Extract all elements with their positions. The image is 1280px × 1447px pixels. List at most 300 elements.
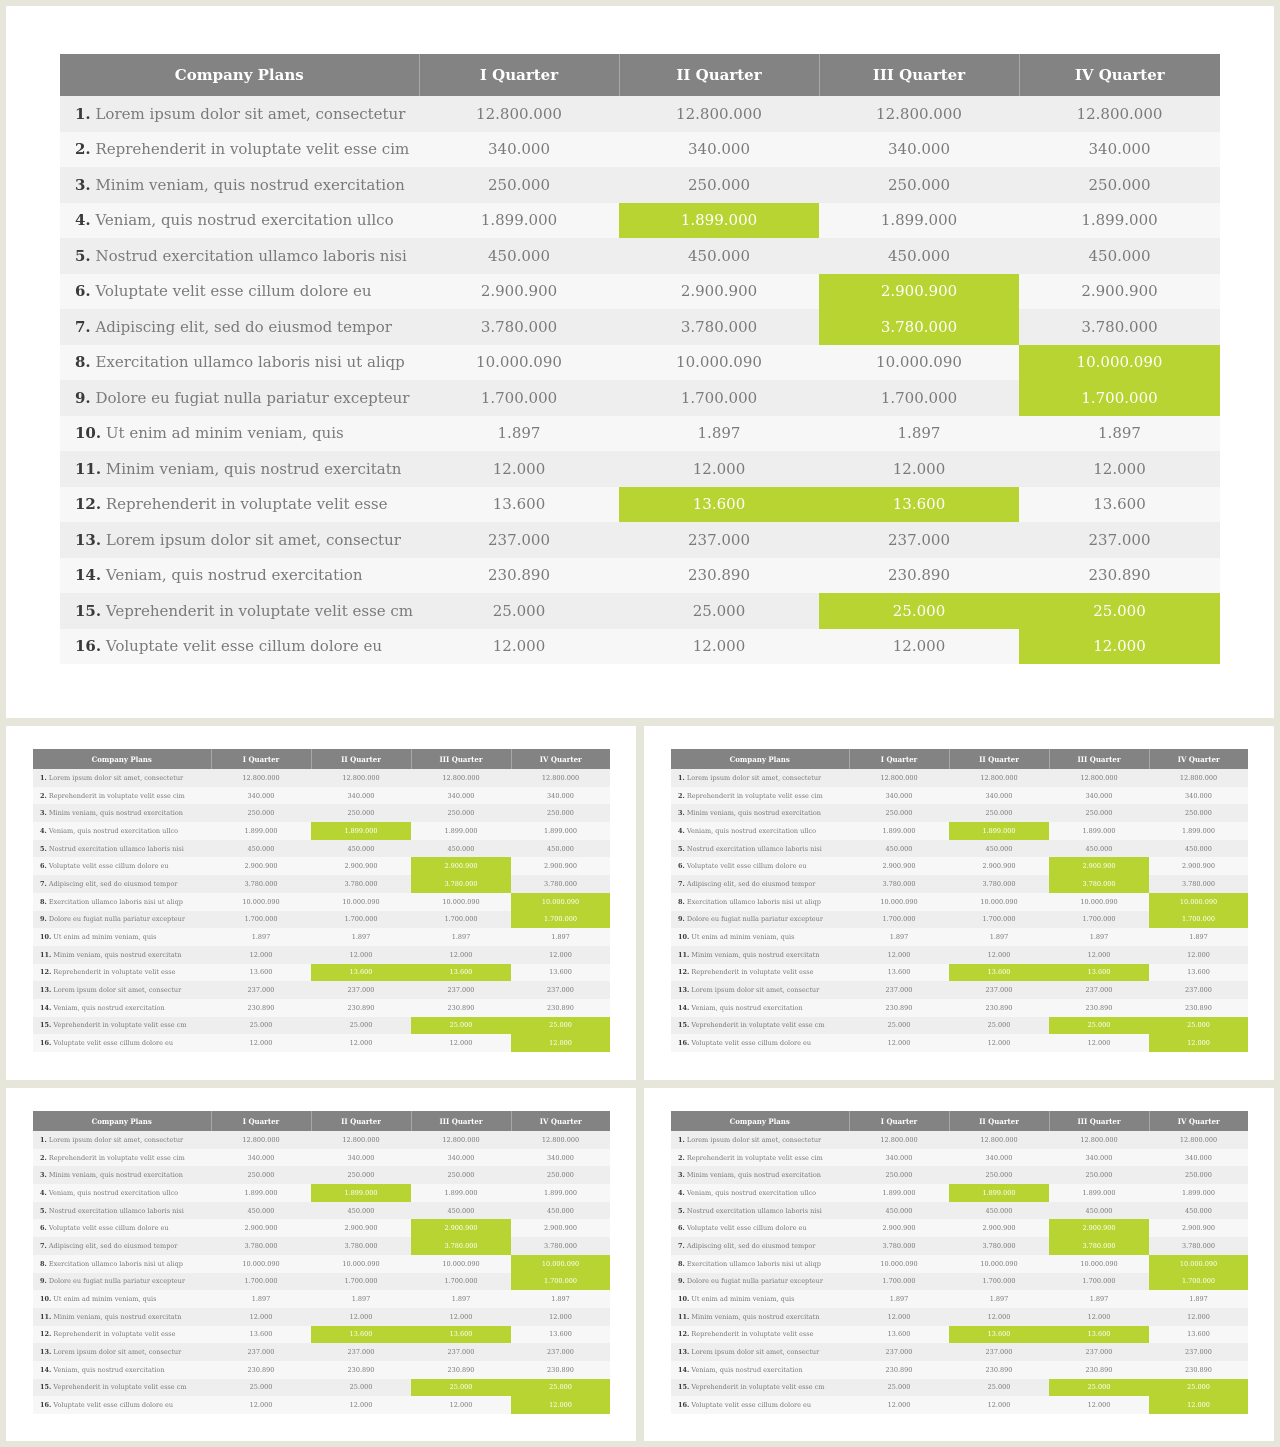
header-quarter-1: I Quarter	[211, 749, 311, 769]
value-cell: 237.000	[819, 522, 1019, 558]
value-cell: 12.000	[411, 1308, 511, 1326]
value-cell: 230.890	[511, 1361, 610, 1379]
header-company-plans: Company Plans	[33, 1111, 211, 1131]
header-quarter-2: II Quarter	[949, 749, 1049, 769]
table-row	[33, 804, 610, 822]
value-cell: 230.890	[1149, 999, 1248, 1017]
value-cell: 2.900.900	[1149, 857, 1248, 875]
row-label: Lorem ipsum dolor sit amet, consectur	[105, 530, 401, 549]
value-cell: 237.000	[849, 981, 949, 999]
table-row	[33, 1034, 610, 1052]
value-cell: 450.000	[511, 1202, 610, 1220]
table-row	[671, 857, 1248, 875]
highlighted-value-cell: 13.600	[619, 487, 819, 523]
table-row	[33, 1290, 610, 1308]
header-quarter-3: III Quarter	[411, 749, 511, 769]
value-cell: 12.800.000	[1049, 769, 1149, 787]
highlighted-value-cell: 10.000.090	[1149, 893, 1248, 911]
row-label: Minim veniam, quis nostrud exercitation	[686, 1171, 821, 1180]
value-cell: 1.899.000	[211, 1184, 311, 1202]
value-cell: 3.780.000	[849, 1237, 949, 1255]
value-cell: 1.899.000	[419, 203, 619, 239]
row-number: 16.	[40, 1039, 52, 1048]
table-row	[60, 380, 1220, 416]
row-label-cell	[671, 1255, 849, 1273]
highlighted-value-cell: 3.780.000	[411, 1237, 511, 1255]
row-number: 12.	[40, 968, 52, 977]
table-row	[671, 1184, 1248, 1202]
row-label-cell	[33, 787, 211, 805]
value-cell: 450.000	[311, 840, 411, 858]
value-cell: 1.897	[819, 416, 1019, 452]
row-number: 5.	[40, 844, 47, 853]
value-cell: 340.000	[1149, 787, 1248, 805]
value-cell: 450.000	[211, 1202, 311, 1220]
value-cell: 230.890	[211, 1361, 311, 1379]
table-row	[33, 1149, 610, 1167]
row-label-cell	[33, 1361, 211, 1379]
header-quarter-2: II Quarter	[311, 749, 411, 769]
table-row	[671, 769, 1248, 787]
value-cell: 3.780.000	[419, 309, 619, 345]
table-row	[33, 1219, 610, 1237]
table-row	[33, 1237, 610, 1255]
row-label: Reprehenderit in voluptate velit esse	[691, 1330, 814, 1339]
value-cell: 10.000.090	[211, 1255, 311, 1273]
table-row	[671, 999, 1248, 1017]
row-number: 10.	[678, 1295, 690, 1304]
row-label: Voluptate velit esse cillum dolore eu	[95, 282, 372, 301]
row-label: Lorem ipsum dolor sit amet, consectetur	[48, 1135, 184, 1144]
value-cell: 1.899.000	[511, 822, 610, 840]
value-cell: 340.000	[819, 132, 1019, 168]
value-cell: 3.780.000	[949, 1237, 1049, 1255]
value-cell: 12.000	[511, 1308, 610, 1326]
value-cell: 1.899.000	[1149, 1184, 1248, 1202]
thumbnail-slide-1	[6, 726, 636, 1080]
value-cell: 13.600	[1019, 487, 1220, 523]
row-number: 4.	[678, 826, 685, 835]
value-cell: 1.700.000	[1049, 911, 1149, 929]
value-cell: 2.900.900	[849, 1219, 949, 1237]
value-cell: 450.000	[419, 238, 619, 274]
value-cell: 1.899.000	[411, 1184, 511, 1202]
row-number: 8.	[678, 897, 685, 906]
header-quarter-3: III Quarter	[1049, 1111, 1149, 1131]
row-label-cell	[671, 822, 849, 840]
value-cell: 1.897	[511, 928, 610, 946]
value-cell: 450.000	[1019, 238, 1220, 274]
value-cell: 3.780.000	[311, 1237, 411, 1255]
row-label-cell	[33, 946, 211, 964]
row-label: Exercitation ullamco laboris nisi ut aliqp	[95, 353, 405, 372]
row-label-cell	[671, 1326, 849, 1344]
row-label: Dolore eu fugiat nulla pariatur excepteur	[686, 915, 823, 924]
row-label: Veniam, quis nostrud exercitation	[53, 1365, 165, 1374]
value-cell: 250.000	[1019, 167, 1220, 203]
highlighted-value-cell: 13.600	[949, 964, 1049, 982]
value-cell: 12.000	[411, 1034, 511, 1052]
row-label: Voluptate velit esse cillum dolore eu	[691, 1401, 812, 1410]
value-cell: 13.600	[511, 964, 610, 982]
row-number: 8.	[40, 897, 47, 906]
value-cell: 12.800.000	[949, 769, 1049, 787]
row-number: 8.	[40, 1259, 47, 1268]
row-number: 8.	[678, 1259, 685, 1268]
table-row	[33, 822, 610, 840]
row-number: 12.	[678, 968, 690, 977]
row-label-cell	[60, 629, 419, 665]
row-number: 12.	[678, 1330, 690, 1339]
value-cell: 450.000	[949, 1202, 1049, 1220]
row-label: Adipiscing elit, sed do eiusmod tempor	[95, 317, 392, 336]
value-cell: 450.000	[211, 840, 311, 858]
row-label-cell	[60, 558, 419, 594]
plans-table-small	[671, 1111, 1248, 1414]
row-label-cell	[33, 1290, 211, 1308]
row-label-cell	[60, 380, 419, 416]
value-cell: 237.000	[211, 981, 311, 999]
value-cell: 230.890	[1049, 999, 1149, 1017]
row-label: Voluptate velit esse cillum dolore eu	[53, 1401, 174, 1410]
value-cell: 340.000	[849, 1149, 949, 1167]
table-row	[671, 928, 1248, 946]
row-label: Lorem ipsum dolor sit amet, consectetur	[686, 773, 822, 782]
value-cell: 12.000	[619, 451, 819, 487]
value-cell: 1.899.000	[1049, 822, 1149, 840]
highlighted-value-cell: 1.899.000	[311, 1184, 411, 1202]
table-row	[60, 309, 1220, 345]
table-row	[33, 928, 610, 946]
highlighted-value-cell: 13.600	[949, 1326, 1049, 1344]
value-cell: 237.000	[311, 1343, 411, 1361]
row-label: Veniam, quis nostrud exercitation ullco	[686, 826, 817, 835]
row-label: Adipiscing elit, sed do eiusmod tempor	[686, 879, 816, 888]
table-row	[671, 1326, 1248, 1344]
header-quarter-2: II Quarter	[311, 1111, 411, 1131]
table-row	[60, 451, 1220, 487]
value-cell: 237.000	[1149, 1343, 1248, 1361]
row-label: Veprehenderit in voluptate velit esse cm	[691, 1021, 825, 1030]
value-cell: 1.897	[411, 1290, 511, 1308]
row-label-cell	[60, 593, 419, 629]
value-cell: 1.700.000	[849, 1273, 949, 1291]
value-cell: 12.000	[211, 1034, 311, 1052]
value-cell: 12.000	[1019, 451, 1220, 487]
table-row	[33, 999, 610, 1017]
value-cell: 340.000	[1149, 1149, 1248, 1167]
value-cell: 12.800.000	[1019, 96, 1220, 132]
table-row	[671, 787, 1248, 805]
row-number: 3.	[40, 809, 47, 818]
value-cell: 12.000	[949, 1034, 1049, 1052]
row-label-cell	[671, 928, 849, 946]
row-label: Exercitation ullamco laboris nisi ut aliqp	[686, 897, 821, 906]
value-cell: 2.900.900	[311, 1219, 411, 1237]
table-row	[33, 1379, 610, 1397]
value-cell: 230.890	[949, 999, 1049, 1017]
value-cell: 12.800.000	[311, 1131, 411, 1149]
row-label-cell	[60, 203, 419, 239]
row-label: Dolore eu fugiat nulla pariatur excepteur	[95, 388, 410, 407]
highlighted-value-cell: 1.700.000	[1149, 911, 1248, 929]
row-label-cell	[671, 893, 849, 911]
row-number: 4.	[40, 1188, 47, 1197]
plans-table-small	[33, 749, 610, 1052]
header-quarter-1: I Quarter	[211, 1111, 311, 1131]
table-row	[60, 274, 1220, 310]
row-number: 13.	[75, 530, 102, 549]
table-row	[33, 946, 610, 964]
value-cell: 12.800.000	[1149, 769, 1248, 787]
row-number: 3.	[678, 1171, 685, 1180]
highlighted-value-cell: 13.600	[311, 1326, 411, 1344]
row-label-cell	[671, 981, 849, 999]
value-cell: 12.000	[1149, 1308, 1248, 1326]
row-label-cell	[671, 946, 849, 964]
row-number: 7.	[40, 1241, 47, 1250]
highlighted-value-cell: 25.000	[1049, 1017, 1149, 1035]
value-cell: 12.800.000	[419, 96, 619, 132]
row-label: Voluptate velit esse cillum dolore eu	[105, 637, 382, 656]
value-cell: 10.000.090	[419, 345, 619, 381]
value-cell: 3.780.000	[949, 875, 1049, 893]
highlighted-value-cell: 1.899.000	[619, 203, 819, 239]
value-cell: 13.600	[211, 964, 311, 982]
row-label: Ut enim ad minim veniam, quis	[53, 933, 157, 942]
value-cell: 12.000	[419, 629, 619, 665]
row-number: 9.	[678, 915, 685, 924]
value-cell: 250.000	[511, 1166, 610, 1184]
table-row	[671, 1343, 1248, 1361]
value-cell: 450.000	[949, 840, 1049, 858]
row-label: Lorem ipsum dolor sit amet, consectur	[53, 1348, 182, 1357]
table-row	[33, 1131, 610, 1149]
row-number: 16.	[75, 637, 102, 656]
value-cell: 12.000	[949, 946, 1049, 964]
value-cell: 250.000	[211, 804, 311, 822]
row-label: Lorem ipsum dolor sit amet, consectur	[691, 986, 820, 995]
value-cell: 1.700.000	[419, 380, 619, 416]
value-cell: 1.897	[1019, 416, 1220, 452]
value-cell: 250.000	[1049, 1166, 1149, 1184]
highlighted-value-cell: 25.000	[819, 593, 1019, 629]
highlighted-value-cell: 25.000	[1049, 1379, 1149, 1397]
row-label-cell	[33, 769, 211, 787]
value-cell: 340.000	[411, 787, 511, 805]
value-cell: 1.899.000	[1019, 203, 1220, 239]
highlighted-value-cell: 12.000	[1019, 629, 1220, 665]
value-cell: 2.900.900	[619, 274, 819, 310]
row-number: 5.	[678, 844, 685, 853]
table-row	[60, 132, 1220, 168]
row-number: 11.	[40, 1312, 52, 1321]
row-number: 3.	[40, 1171, 47, 1180]
row-label: Veniam, quis nostrud exercitation	[691, 1003, 803, 1012]
row-label-cell	[33, 928, 211, 946]
row-number: 2.	[678, 1153, 685, 1162]
row-label-cell	[60, 132, 419, 168]
table-row	[671, 1290, 1248, 1308]
value-cell: 230.890	[1049, 1361, 1149, 1379]
value-cell: 230.890	[949, 1361, 1049, 1379]
value-cell: 340.000	[619, 132, 819, 168]
value-cell: 450.000	[819, 238, 1019, 274]
row-label: Ut enim ad minim veniam, quis	[53, 1295, 157, 1304]
row-label-cell	[33, 1396, 211, 1414]
header-quarter-3: III Quarter	[1049, 749, 1149, 769]
value-cell: 12.000	[511, 946, 610, 964]
value-cell: 10.000.090	[819, 345, 1019, 381]
value-cell: 1.700.000	[949, 911, 1049, 929]
value-cell: 12.000	[419, 451, 619, 487]
header-company-plans: Company Plans	[671, 1111, 849, 1131]
row-number: 13.	[678, 986, 690, 995]
value-cell: 250.000	[849, 1166, 949, 1184]
row-label: Veniam, quis nostrud exercitation	[691, 1365, 803, 1374]
row-label: Voluptate velit esse cillum dolore eu	[53, 1039, 174, 1048]
value-cell: 2.900.900	[511, 857, 610, 875]
value-cell: 12.800.000	[849, 1131, 949, 1149]
value-cell: 250.000	[849, 804, 949, 822]
value-cell: 250.000	[411, 804, 511, 822]
row-number: 13.	[678, 1348, 690, 1357]
highlighted-value-cell: 2.900.900	[1049, 1219, 1149, 1237]
value-cell: 12.800.000	[211, 1131, 311, 1149]
row-number: 10.	[678, 933, 690, 942]
value-cell: 450.000	[411, 840, 511, 858]
row-label: Reprehenderit in voluptate velit esse	[691, 968, 814, 977]
value-cell: 12.000	[311, 1034, 411, 1052]
row-number: 7.	[75, 317, 91, 336]
row-number: 2.	[678, 791, 685, 800]
row-label: Voluptate velit esse cillum dolore eu	[691, 1039, 812, 1048]
value-cell: 450.000	[311, 1202, 411, 1220]
value-cell: 237.000	[419, 522, 619, 558]
highlighted-value-cell: 1.899.000	[949, 1184, 1049, 1202]
value-cell: 1.897	[311, 928, 411, 946]
value-cell: 12.000	[311, 946, 411, 964]
value-cell: 12.800.000	[819, 96, 1019, 132]
table-row	[60, 96, 1220, 132]
table-row	[671, 1379, 1248, 1397]
row-number: 6.	[678, 1224, 685, 1233]
row-number: 1.	[75, 104, 91, 123]
row-label-cell	[33, 1184, 211, 1202]
value-cell: 3.780.000	[211, 875, 311, 893]
value-cell: 230.890	[1149, 1361, 1248, 1379]
table-row	[33, 1184, 610, 1202]
value-cell: 250.000	[211, 1166, 311, 1184]
row-label-cell	[671, 1149, 849, 1167]
row-number: 16.	[678, 1039, 690, 1048]
table-row	[671, 1308, 1248, 1326]
table-row	[671, 875, 1248, 893]
table-row	[671, 964, 1248, 982]
value-cell: 1.700.000	[211, 1273, 311, 1291]
plans-table-small	[33, 1111, 610, 1414]
value-cell: 237.000	[511, 1343, 610, 1361]
value-cell: 1.897	[949, 1290, 1049, 1308]
value-cell: 450.000	[411, 1202, 511, 1220]
row-label: Minim veniam, quis nostrud exercitation	[686, 809, 821, 818]
row-number: 9.	[75, 388, 91, 407]
row-number: 14.	[678, 1365, 690, 1374]
row-label-cell	[33, 857, 211, 875]
row-label: Adipiscing elit, sed do eiusmod tempor	[48, 879, 178, 888]
row-label-cell	[33, 911, 211, 929]
value-cell: 12.000	[311, 1396, 411, 1414]
row-label: Voluptate velit esse cillum dolore eu	[48, 1224, 169, 1233]
highlighted-value-cell: 12.000	[1149, 1034, 1248, 1052]
row-label-cell	[33, 1379, 211, 1397]
highlighted-value-cell: 1.700.000	[511, 911, 610, 929]
row-label: Nostrud exercitation ullamco laboris nisi	[48, 844, 184, 853]
table-row	[33, 1017, 610, 1035]
row-label-cell	[671, 1308, 849, 1326]
header-quarter-3: III Quarter	[819, 54, 1019, 96]
table-row	[671, 804, 1248, 822]
value-cell: 12.000	[849, 946, 949, 964]
row-label: Reprehenderit in voluptate velit esse cim	[48, 1153, 185, 1162]
row-label: Veprehenderit in voluptate velit esse cm	[691, 1383, 825, 1392]
row-label-cell	[671, 1166, 849, 1184]
row-label-cell	[60, 522, 419, 558]
header-quarter-4: IV Quarter	[1149, 1111, 1248, 1131]
highlighted-value-cell: 25.000	[511, 1017, 610, 1035]
row-label-cell	[671, 1034, 849, 1052]
highlighted-value-cell: 25.000	[411, 1379, 511, 1397]
value-cell: 1.700.000	[849, 911, 949, 929]
row-label: Veprehenderit in voluptate velit esse cm	[53, 1021, 187, 1030]
row-label-cell	[671, 1184, 849, 1202]
value-cell: 250.000	[419, 167, 619, 203]
value-cell: 237.000	[411, 981, 511, 999]
table-row	[33, 1202, 610, 1220]
value-cell: 340.000	[949, 787, 1049, 805]
row-number: 4.	[678, 1188, 685, 1197]
row-label-cell	[33, 804, 211, 822]
row-label-cell	[60, 96, 419, 132]
value-cell: 250.000	[311, 1166, 411, 1184]
value-cell: 12.000	[211, 1308, 311, 1326]
plans-table-large	[60, 54, 1220, 664]
row-label: Reprehenderit in voluptate velit esse cim	[48, 791, 185, 800]
row-number: 16.	[678, 1401, 690, 1410]
value-cell: 10.000.090	[411, 893, 511, 911]
value-cell: 1.897	[1149, 928, 1248, 946]
row-label-cell	[671, 1202, 849, 1220]
value-cell: 450.000	[1149, 1202, 1248, 1220]
value-cell: 12.000	[411, 946, 511, 964]
row-label: Lorem ipsum dolor sit amet, consectur	[691, 1348, 820, 1357]
value-cell: 250.000	[411, 1166, 511, 1184]
value-cell: 25.000	[419, 593, 619, 629]
value-cell: 2.900.900	[949, 1219, 1049, 1237]
value-cell: 1.897	[211, 928, 311, 946]
value-cell: 12.800.000	[619, 96, 819, 132]
row-label: Dolore eu fugiat nulla pariatur excepteur	[48, 915, 185, 924]
table-row	[60, 629, 1220, 665]
row-label: Veniam, quis nostrud exercitation ullco	[48, 1188, 179, 1197]
row-label-cell	[33, 1149, 211, 1167]
row-label-cell	[60, 416, 419, 452]
value-cell: 237.000	[1149, 981, 1248, 999]
value-cell: 25.000	[311, 1379, 411, 1397]
highlighted-value-cell: 3.780.000	[411, 875, 511, 893]
value-cell: 1.899.000	[849, 822, 949, 840]
row-number: 4.	[75, 211, 91, 230]
